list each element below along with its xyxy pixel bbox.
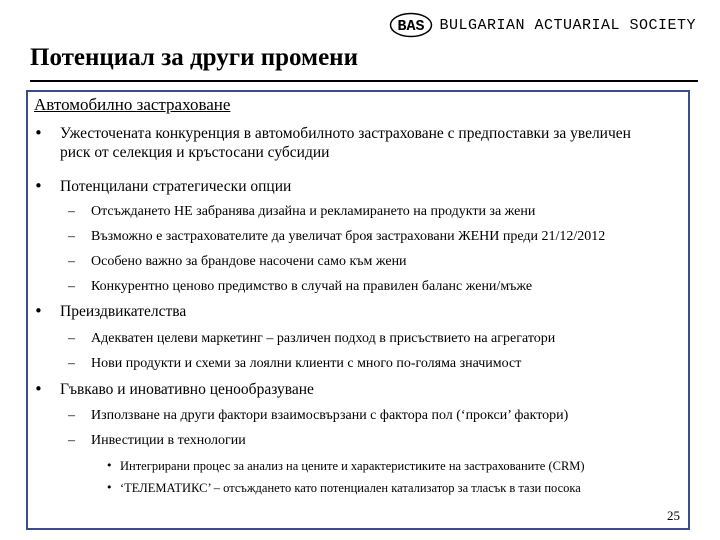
dash-icon: –	[68, 204, 75, 219]
title-divider	[30, 80, 698, 82]
sub-item: Инвестиции в технологии	[91, 433, 246, 448]
content-box	[26, 90, 690, 530]
small-bullet-icon: •	[106, 459, 113, 472]
dash-icon: –	[68, 331, 75, 346]
dash-icon: –	[68, 356, 75, 371]
sub-item: Отсъждането НЕ забранява дизайна и рекламирането на продукти за жени	[91, 204, 536, 219]
bullet-item-competition: Ужесточената конкуренция в автомобилното застраховане с предпоставки за увеличен риск от селекция и кръстосани субсидии	[60, 125, 631, 161]
dash-icon: –	[68, 279, 75, 294]
dash-icon: –	[68, 408, 75, 423]
section-heading: Автомобилно застраховане	[34, 95, 231, 114]
sub-sub-item: ‘ТЕЛЕМАТИКС’ – отсъждането като потенциален катализатор за тласък в тази посока	[120, 481, 581, 495]
bas-logo-text: BAS	[397, 18, 425, 35]
sub-item: Адекватен целеви маркетинг – различен подход в присъствието на агрегатори	[91, 331, 556, 346]
bullet-item-challenges: Преиздвикателства	[60, 303, 187, 320]
sub-item: Използване на други фактори взаимосвързани с фактора пол (‘прокси’ фактори)	[91, 408, 569, 423]
page-title: Потенциал за други промени	[30, 44, 358, 71]
sub-sub-item: Интегрирани процес за анализ на цените и характеристиките на застрахованите (CRM)	[120, 459, 585, 473]
bullet-icon: •	[34, 380, 43, 398]
bullet-item-strategic-options: Потенцилани стратегически опции	[60, 178, 292, 195]
sub-item: Конкурентно ценово предимство в случай на правилен баланс жени/мъже	[91, 279, 533, 294]
dash-icon: –	[68, 229, 75, 244]
sub-item: Възможно е застрахователите да увеличат броя застраховани ЖЕНИ преди 21/12/2012	[91, 229, 606, 244]
sub-item: Нови продукти и схеми за лоялни клиенти с много по-голяма значимост	[91, 356, 522, 371]
organization-name: BULGARIAN ACTUARIAL SOCIETY	[439, 16, 696, 34]
bullet-icon: •	[34, 177, 43, 195]
dash-icon: –	[68, 433, 75, 448]
small-bullet-icon: •	[106, 481, 113, 494]
bullet-icon: •	[34, 124, 43, 142]
bullet-icon: •	[34, 302, 43, 320]
sub-item: Особено важно за брандове насочени само към жени	[91, 254, 407, 269]
bas-logo	[389, 12, 433, 38]
slide-header	[389, 10, 696, 40]
bullet-item-pricing: Гъвкаво и иновативно ценообразуване	[60, 381, 314, 398]
page-number: 25	[667, 508, 680, 523]
dash-icon: –	[68, 254, 75, 269]
